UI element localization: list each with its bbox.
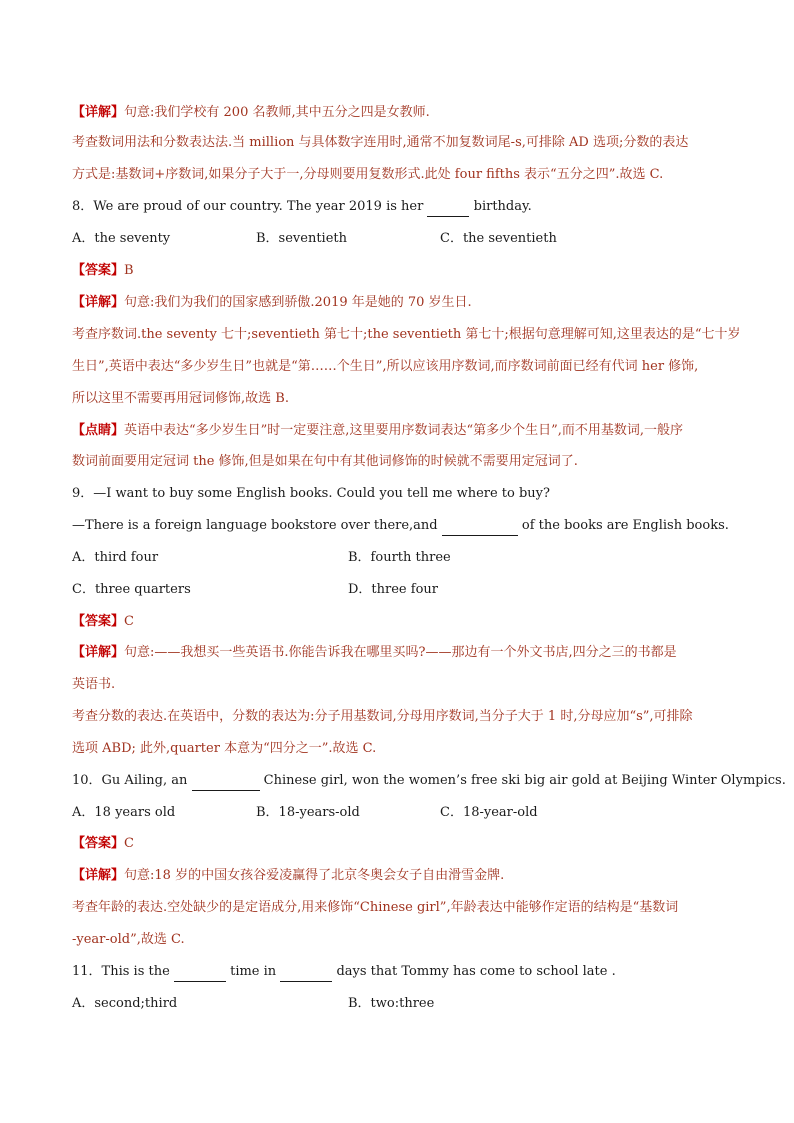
q8-detail-line-4: 所以这里不需要再用冠词修饰,故选 B. — [72, 391, 289, 406]
q9-stem-text-end: of the books are English books. — [521, 518, 729, 533]
q8-tip-line-2: 数词前面要用定冠词 the 修饰,但是如果在句中有其他词修饰的时候就不需要用定冠词了. — [72, 454, 578, 469]
q11-stem-text-end: days that Tommy has come to school late . — [336, 964, 616, 979]
q10-detail-text: 句意:18 岁的中国女孩谷爱凌赢得了北京冬奥会女子自由滑雪金牌. — [124, 868, 505, 883]
q8-stem-text-end: birthday. — [473, 199, 532, 214]
q7-detail-text: 句意:我们学校有 200 名教师,其中五分之四是女教师. — [124, 105, 430, 120]
q8-option-c: C．the seventieth — [440, 231, 557, 246]
q10-option-a: A．18 years old — [72, 805, 176, 820]
q9-stem-line-1: 9．—I want to buy some English books. Could you tell me where to buy? — [72, 486, 550, 501]
answer-tag: 【答案】 — [72, 263, 125, 278]
q9-detail-line-3: 考查分数的表达.在英语中，分数的表达为:分子用基数词,分母用序数词,当分子大于 1 时,分母应加“s”,可排除 — [72, 709, 693, 724]
q8-detail-line-2: 考查序数词.the seventy 七十;seventieth 第七十;the seventieth 第七十;根据句意理解可知,这里表达的是“七十岁 — [72, 327, 741, 342]
q10-answer-value: C — [124, 836, 134, 851]
answer-tag: 【答案】 — [72, 614, 125, 629]
detail-tag: 【详解】 — [72, 295, 125, 310]
q9-detail-line-4: 选项 ABD; 此外,quarter 本意为“四分之一”.故选 C. — [72, 741, 377, 756]
q11-blank-2 — [280, 967, 332, 982]
detail-tag: 【详解】 — [72, 645, 125, 660]
q8-stem-text: 8．We are proud of our country. The year 2019 is her — [72, 199, 424, 214]
detail-tag: 【详解】 — [72, 105, 125, 120]
q11-stem-text: 11．This is the — [72, 964, 170, 979]
q8-option-b: B．seventieth — [256, 231, 348, 246]
q10-detail-line-1 — [72, 866, 730, 886]
q10-detail-line-2: 考查年龄的表达.空处缺少的是定语成分,用来修饰“Chinese girl”,年龄表达中能够作定语的结构是“基数词 — [72, 900, 679, 915]
q11-stem — [72, 962, 730, 982]
q9-detail-line-2: 英语书. — [72, 677, 116, 692]
q7-detail-line-2: 考查数词用法和分数表达法.当 million 与具体数字连用时,通常不加复数词尾-s,可排除 AD 选项;分数的表达 — [72, 135, 689, 150]
tip-tag: 【点睛】 — [72, 423, 125, 438]
q10-stem — [72, 771, 786, 791]
q7-detail-line-1 — [72, 103, 730, 123]
q9-option-b: B．fourth three — [348, 550, 451, 565]
q9-blank — [442, 521, 518, 536]
detail-tag: 【详解】 — [72, 868, 125, 883]
q9-answer-value: C — [124, 614, 134, 629]
q10-option-b: B．18-years-old — [256, 805, 360, 820]
q11-stem-text-mid: time in — [230, 964, 277, 979]
q10-option-c: C．18-year-old — [440, 805, 538, 820]
q9-option-d: D．three four — [348, 582, 438, 597]
q10-stem-text: 10．Gu Ailing, an — [72, 773, 188, 788]
q9-option-c: C．three quarters — [72, 582, 191, 597]
q9-detail-text: 句意:——我想买一些英语书.你能告诉我在哪里买吗?——那边有一个外文书店,四分之三的书都是 — [124, 645, 677, 660]
q10-detail-line-3: -year-old”,故选 C. — [72, 932, 185, 947]
q8-option-a: A．the seventy — [72, 231, 171, 246]
answer-tag: 【答案】 — [72, 836, 125, 851]
q8-detail-text: 句意:我们为我们的国家感到骄傲.2019 年是她的 70 岁生日. — [124, 295, 472, 310]
q10-stem-text-end: Chinese girl, won the women’s free ski big air gold at Beijing Winter Olympics. — [263, 773, 786, 788]
q8-tip-text: 英语中表达“多少岁生日”时一定要注意,这里要用序数词表达“第多少个生日”,而不用基数词,一般序 — [124, 423, 683, 438]
q8-detail-line-1 — [72, 293, 730, 313]
q8-answer-value: B — [124, 263, 134, 278]
q8-detail-line-3: 生日”,英语中表达“多少岁生日”也就是“第……个生日”,所以应该用序数词,而序数词前面已经有代词 her 修饰, — [72, 359, 699, 374]
q8-blank — [427, 202, 469, 217]
q11-blank-1 — [174, 967, 226, 982]
q9-stem-line-2 — [72, 516, 730, 536]
q11-option-b: B．two:three — [348, 996, 435, 1011]
q11-option-a: A．second;third — [72, 996, 178, 1011]
q10-blank — [192, 776, 260, 791]
q8-tip-line-1 — [72, 421, 730, 441]
q8-stem — [72, 197, 730, 217]
q9-stem-text: —There is a foreign language bookstore over there,and — [72, 518, 438, 533]
q9-detail-line-1 — [72, 643, 730, 663]
q9-answer — [72, 612, 730, 632]
q7-detail-line-3: 方式是:基数词+序数词,如果分子大于一,分母则要用复数形式.此处 four fifths 表示“五分之四”.故选 C. — [72, 167, 664, 182]
q9-option-a: A．third four — [72, 550, 159, 565]
q8-answer — [72, 261, 730, 281]
q10-answer — [72, 834, 730, 854]
